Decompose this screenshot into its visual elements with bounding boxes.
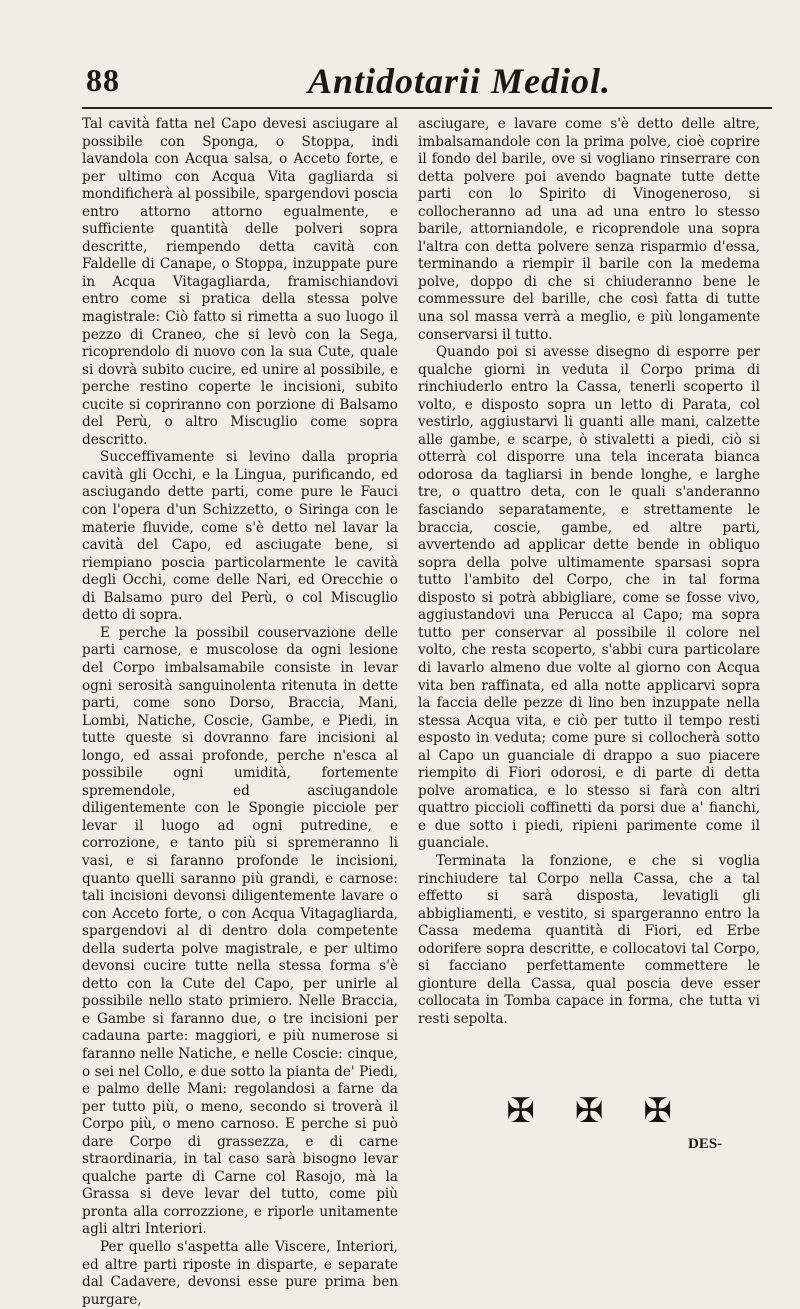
header-rule: [82, 107, 772, 109]
ornament-row: [418, 1092, 760, 1130]
cross-ornament-icon: ✠: [506, 1091, 535, 1132]
paragraph: E perche la possibil couservazione delle parti carnose, e muscolose da ogni lesione del Corpo imbalsamabile consiste in levar ogni serosità sanguinolenta ritenuta in dette parti, come sono Dorso, Braccia, Mani, Lombi, Natiche, Coscie, Gambe, e Piedi, in tutte queste si dovranno fare incisioni al longo, ed assai profonde, perche n'esca al possibile ogni umidità, fortemente spremendole, ed asciugandole diligentemente con le Spongie picciole per levar il luogo ad ogni putredine, e corrozione, e tanto più si spremeranno li vasi, e si faranno profonde le incisioni, quanto quelli saranno più grandi, e carnose: tali incisioni devonsi diligentemente lavare o con Acceto forte, o con Acqua Vitagagliarda, spargendovi al di dentro dola competente della suderta polve magistrale, e per ultimo devonsi cucire tutte nella stessa forma s'è detto con la Cute del Capo, per unirle al possibile nello stato primiero. Nelle Braccia, e Gambe si faranno due, o tre incisioni per cadauna parte: maggiori, e più numerose si faranno nelle Natiche, e nelle Coscie: cinque, o sei nel Collo, e due sotto la pianta de' Piedi, e palmo delle Mani: regolandosi a farne da per tutto più, o meno, secondo si troverà il Corpo più, o meno carnoso. E perche si può dare Corpo di grassezza, e di carne straordinaria, in tal caso sarà bisogno levar qualche parte di Carne col Rasojo, mà la Grassa si deve levar del tutto, come più pronta alla corrozzione, e riporle unitamente agli altri Interiori.: [82, 624, 398, 1238]
right-column: [418, 116, 760, 1130]
paragraph: asciugare, e lavare come s'è detto delle altre, imbalsamandole con la prima polve, cioè coprire il fondo del barile, ove si vogliano rinserrare con detta polvere poi avendo bagnate tutte dette parti con lo Spirito di Vinogeneroso, si collocheranno ad una ad una entro lo stesso barile, attorniandole, e ricoprendole una sopra l'altra con detta polvere senza risparmio d'essa, terminando a riempir il barile con la medema polve, doppo di che si chiuderanno bene le commessure del barille, che così fatta di tutte una sol massa verrà a meglio, e più longamente conservarsi il tutto.: [418, 116, 760, 343]
paragraph: Quando poi si avesse disegno di esporre per qualche giorni in veduta il Corpo prima di rinchiuderlo entro la Cassa, tenerli scoperto il volto, e disposto sopra un letto di Parata, col vestirlo, aggiustarvi li guanti alle mani, calzette alle gambe, e scarpe, ò stivaletti a piedi, ciò si otterrà col disporre una tela incerata bianca odorosa da tagliarsi in bende longhe, e larghe tre, o quattro deta, con le quali s'anderanno fasciando separatamente, e strettamente le braccia, coscie, gambe, ed altre parti, avvertendo ad applicar dette bende in obliquo sopra della polve ultimamente sparsasi sopra tutto l'ambito del Corpo, che in tal forma disposto si potrà abbigliare, come se fosse vivo, aggiustandovi una Perucca al Capo; ma sopra tutto per conservar al possibile il colore nel volto, che resta scoperto, s'abbi cura particolare di lavarlo almeno due volte al giorno con Acqua vita ben raffinata, ed alla notte applicarvi sopra la faccia delle pezze di lino ben inzuppate nella stessa Acqua vita, e ciò per tutto il tempo resti esposto in veduta; come pure si collocherà sotto al Capo un guanciale di drappo a suo piacere riempito di Fiori odorosi, e di parte di detta polve aromatica, e lo stesso si farà con altri quattro piccioli coffinetti da porsi due a' fianchi, e due sotto i piedi, ripieni parimente come il guanciale.: [418, 344, 760, 852]
page-number: 88: [86, 62, 120, 98]
paragraph: Terminata la fonzione, e che si voglia rinchiudere tal Corpo nella Cassa, che a tal effetto si sarà disposta, levatigli gli abbigliamenti, e vestito, si spargeranno entro la Cassa medema quantità di Fiori, ed Erbe odorifere sopra descritte, e collocatovi tal Corpo, si facciano perfettamente commettere le gionture della Cassa, qual poscia deve esser collocata in Tomba capace in forma, che tutta vi resti sepolta.: [418, 852, 760, 1027]
left-column: [82, 116, 398, 1309]
paragraph: Per quello s'aspetta alle Viscere, Interiori, ed altre parti riposte in disparte, e separate dal Cadavere, devonsi esse pure prima ben purgare,: [82, 1239, 398, 1308]
cross-ornament-icon: ✠: [643, 1091, 672, 1132]
catchword: DES-: [688, 1136, 723, 1152]
page-header: [0, 60, 800, 116]
paragraph: Tal cavità fatta nel Capo devesi asciugare al possibile con Sponga, o Stoppa, indi lavandola con Acqua salsa, o Acceto forte, e per ultimo con Acqua Vita gagliarda si mondificherà al possibile, spargendovi poscia entro attorno attorno egualmente, e sufficiente quantità delle polveri sopra descritte, riempendo detta cavità con Faldelle di Canape, o Stoppa, inzuppate pure in Acqua Vitagagliarda, framischiandovi entro come si pratica della stessa polve magistrale: Ciò fatto si rimetta a suo luogo il pezzo di Craneo, che si levò con la Sega, ricoprendolo di nuovo con la sua Cute, quale si dovrà subito cucire, ed unire al possibile, e perche restino coperte le incisioni, subito cucite si copriranno con porzione di Balsamo del Perù, o altro Miscuglio come sopra descritto.: [82, 116, 398, 448]
cross-ornament-icon: ✠: [574, 1091, 604, 1132]
paragraph: Succeffivamente si levino dalla propria cavità gli Occhi, e la Lingua, purificando, ed asciugando dette parti, come pure le Fauci con l'opera d'un Schizzetto, o Siringa con le materie fluvide, come s'è detto nel lavar la cavità del Capo, ed asciugate bene, si riempiano poscia particolarmente le cavità degli Occhi, come delle Nari, ed Orecchie o di Balsamo puro del Perù, o col Miscuglio detto di sopra.: [82, 449, 398, 624]
running-title: Antidotarii Mediol.: [308, 61, 612, 101]
